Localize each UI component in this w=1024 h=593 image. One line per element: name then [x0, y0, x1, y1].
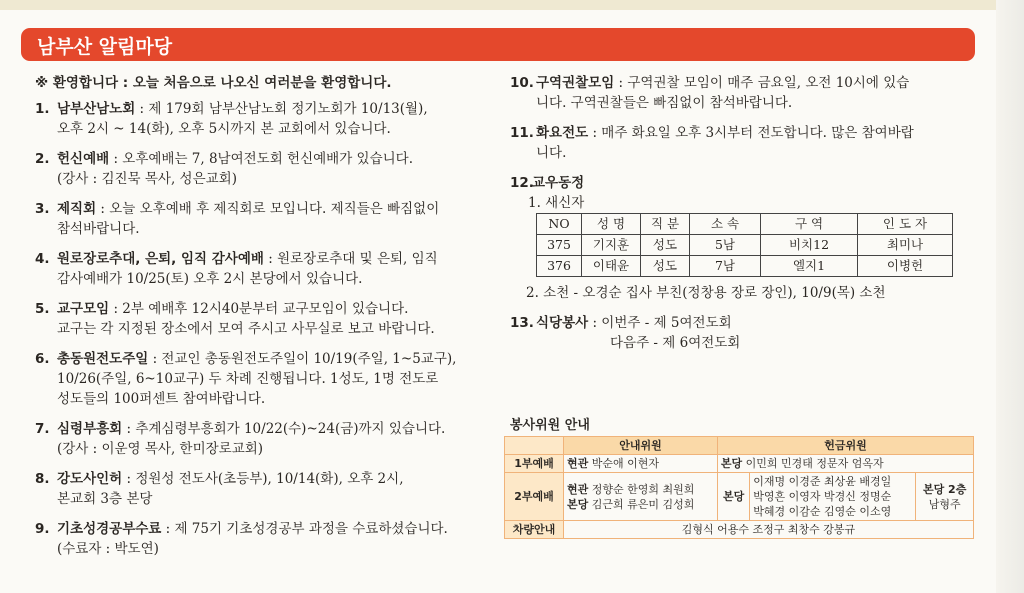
right-items	[510, 73, 960, 173]
table-cell: 기지훈	[582, 235, 641, 256]
place-label: 현관	[567, 457, 589, 470]
table-row	[505, 521, 974, 539]
item-text: : 구역권찰 모임이 매주 금요일, 오전 10시에 있습	[614, 75, 910, 91]
item-number: 9.	[35, 521, 50, 537]
notice-item	[35, 349, 495, 409]
page-title: 남부산 알림마당	[37, 36, 173, 58]
notice-item	[35, 249, 495, 289]
table-row	[537, 256, 953, 277]
scan-edge-top	[0, 0, 1024, 10]
item-text-cont: 니다. 구역권찰들은 빠짐없이 참석바랍니다.	[536, 95, 793, 111]
row-label: 1부예배	[505, 455, 564, 473]
item-text: : 정원성 전도사(초등부), 10/14(화), 오후 2시,	[122, 471, 404, 487]
left-column	[35, 73, 495, 569]
welcome-text: ※ 환영합니다 : 오늘 처음으로 나오신 여러분을 환영합니다.	[35, 75, 392, 91]
item-text-cont: 참석바랍니다.	[57, 221, 140, 237]
item-text-cont: 다음주 - 제 6여전도회	[610, 335, 741, 351]
table-row	[505, 473, 974, 521]
names: 박영흔 이영자 박경신 정명순	[753, 490, 892, 503]
item-text-cont: 니다.	[536, 145, 567, 161]
table-row	[537, 235, 953, 256]
item-number: 5.	[35, 301, 50, 317]
col-header: 구 역	[761, 214, 858, 235]
item-text: : 추계심령부흥회가 10/22(수)~24(금)까지 있습니다.	[122, 421, 446, 437]
item-number: 7.	[35, 421, 50, 437]
place-label: 본당 2층	[922, 482, 967, 496]
notice-item-13	[510, 313, 960, 353]
item-heading: 교우동정	[532, 175, 585, 191]
welcome-line	[35, 73, 495, 93]
item-number: 2.	[35, 151, 50, 167]
notice-item	[35, 99, 495, 139]
col-header: NO	[537, 214, 582, 235]
table-cell	[717, 455, 973, 473]
table-cell: 376	[537, 256, 582, 277]
notice-item	[35, 469, 495, 509]
right-column	[510, 73, 960, 353]
volunteers-table	[504, 436, 974, 539]
item-text: : 2부 예배후 12시40분부터 교구모임이 있습니다.	[109, 301, 409, 317]
item-number: 6.	[35, 351, 50, 367]
place-label: 본당	[720, 457, 743, 470]
table-cell: 이태윤	[582, 256, 641, 277]
obituary-line: 2. 소천 - 오경순 집사 부친(정창용 장로 장인), 10/9(목) 소천	[526, 285, 886, 301]
item-text-cont: 오후 2시 ~ 14(화), 오후 5시까지 본 교회에서 있습니다.	[57, 121, 391, 137]
volunteers-title: 봉사위원 안내	[510, 418, 590, 433]
item-heading: 구역권찰모임	[536, 75, 615, 91]
table-cell: 5남	[690, 235, 761, 256]
names: 남형주	[928, 497, 961, 511]
offering-header: 헌금위원	[717, 437, 973, 455]
notice-item	[35, 519, 495, 559]
item-heading: 강도사인허	[57, 471, 123, 487]
item-heading: 식당봉사	[536, 315, 589, 331]
item-text-cont: 성도들의 100퍼센트 참여바랍니다.	[57, 391, 266, 407]
item-heading: 화요전도	[536, 125, 589, 141]
table-cell: 엘지1	[761, 256, 858, 277]
notice-item	[35, 149, 495, 189]
item-text-cont: 교구는 각 지정된 장소에서 모여 주시고 사무실로 보고 바랍니다.	[57, 321, 435, 337]
item-number: 4.	[35, 251, 50, 267]
notice-item	[35, 199, 495, 239]
table-cell: 성도	[641, 256, 690, 277]
names: 박혜경 이감순 김영순 이소영	[753, 505, 892, 518]
item-text: : 원로장로추대 및 은퇴, 임직	[263, 251, 438, 267]
table-cell: 김형식 어용수 조정구 최창수 강봉규	[564, 521, 974, 539]
item-heading: 제직회	[57, 201, 97, 217]
table-cell	[717, 473, 749, 521]
notice-item	[35, 419, 495, 459]
names: 김근희 류은미 김성희	[591, 497, 695, 511]
table-row	[505, 455, 974, 473]
item-text-cont: (강사 : 이운영 목사, 한미장로교회)	[57, 441, 264, 457]
table-cell: 비치12	[761, 235, 858, 256]
col-header: 소 속	[690, 214, 761, 235]
row-label: 차량안내	[505, 521, 564, 539]
item-text: : 오후예배는 7, 8남여전도회 헌신예배가 있습니다.	[109, 151, 414, 167]
title-bar	[21, 28, 975, 61]
item-text-cont: 감사예배가 10/25(토) 오후 2시 본당에서 있습니다.	[57, 271, 363, 287]
item-heading: 교구모임	[57, 301, 110, 317]
guide-header: 안내위원	[564, 437, 718, 455]
place-label: 본당	[722, 490, 745, 503]
volunteers-header-row	[505, 437, 974, 455]
item-heading: 기초성경공부수료	[57, 521, 162, 537]
col-header: 직 분	[641, 214, 690, 235]
row-label: 2부예배	[505, 473, 564, 521]
item-number: 12.	[510, 175, 534, 191]
item-number: 3.	[35, 201, 50, 217]
item-text-cont: 본교회 3층 본당	[57, 491, 153, 507]
item-text: : 제 179회 남부산남노회 정기노회가 10/13(월),	[135, 101, 428, 117]
item-text: : 제 75기 기초성경공부 과정을 수료하셨습니다.	[161, 521, 448, 537]
item-heading: 심령부흥회	[57, 421, 123, 437]
left-items	[35, 99, 495, 569]
item-text-cont: (수료자 : 박도연)	[57, 541, 159, 557]
item-text: : 오늘 오후예배 후 제직회로 모입니다. 제직들은 빠짐없이	[96, 201, 440, 217]
table-cell: 7남	[690, 256, 761, 277]
place-label: 본당	[567, 497, 589, 511]
table-cell	[564, 455, 718, 473]
item-heading: 헌신예배	[57, 151, 110, 167]
names: 정향순 한영희 최원희	[591, 482, 695, 496]
table-cell: 최미나	[858, 235, 953, 256]
item-heading: 총동원전도주일	[57, 351, 149, 367]
item-heading: 원로장로추대, 은퇴, 임직 감사예배	[57, 251, 264, 267]
names: 이민희 민경태 정문자 엄옥자	[745, 457, 884, 470]
item-text-cont: (강사 : 김진묵 목사, 성은교회)	[57, 171, 237, 187]
item-text-cont: 10/26(주일, 6~10교구) 두 차례 진행됩니다. 1성도, 1명 전도로	[57, 371, 439, 387]
new-members-label: 1. 새신자	[528, 195, 585, 211]
place-label: 현관	[567, 482, 589, 496]
col-header: 성 명	[582, 214, 641, 235]
table-cell	[750, 473, 916, 521]
table-cell: 성도	[641, 235, 690, 256]
item-text: : 매주 화요일 오후 3시부터 전도합니다. 많은 참여바랍	[588, 125, 914, 141]
table-cell: 이병헌	[858, 256, 953, 277]
item-text: : 이번주 - 제 5여전도회	[588, 315, 732, 331]
table-header-row	[537, 214, 953, 235]
table-cell	[916, 473, 974, 521]
item-heading: 남부산남노회	[57, 101, 136, 117]
scan-edge-right	[996, 0, 1024, 593]
new-members-table	[536, 213, 953, 277]
item-number: 8.	[35, 471, 50, 487]
item-number: 1.	[35, 101, 50, 117]
notice-item	[510, 73, 960, 113]
table-cell: 375	[537, 235, 582, 256]
item-number: 13.	[510, 315, 534, 331]
notice-item	[35, 299, 495, 339]
table-cell	[564, 473, 718, 521]
notice-item-12	[510, 173, 960, 303]
item-number: 11.	[510, 125, 534, 141]
notice-item	[510, 123, 960, 163]
names: 이재명 이경준 최상윤 배경일	[753, 475, 892, 488]
item-text: : 전교인 총동원전도주일이 10/19(주일, 1~5교구),	[148, 351, 457, 367]
item-number: 10.	[510, 75, 534, 91]
col-header: 인 도 자	[858, 214, 953, 235]
names: 박순애 이현자	[591, 457, 660, 470]
